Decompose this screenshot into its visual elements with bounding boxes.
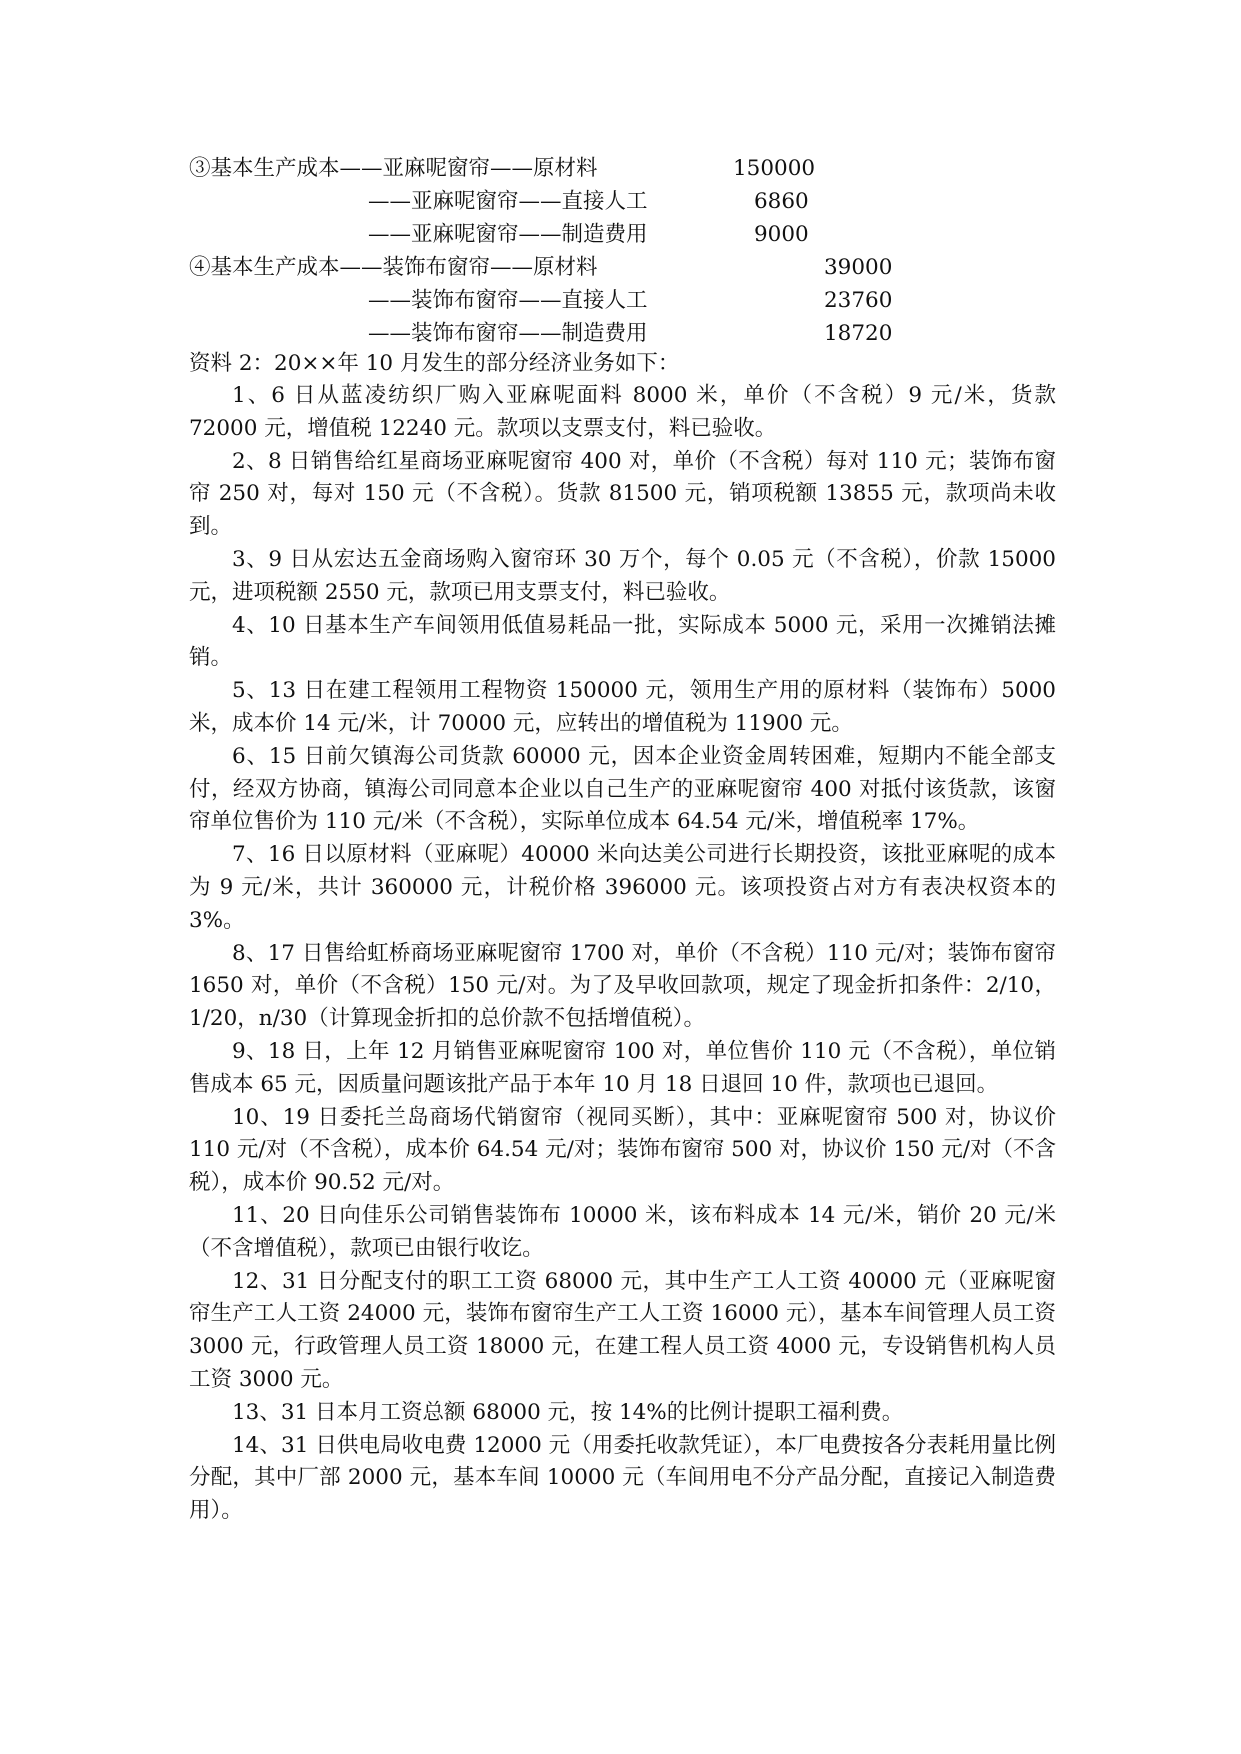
entry-amount: 150000 <box>733 156 816 181</box>
entry-account: ——亚麻呢窗帘——制造费用 <box>368 222 648 247</box>
business-item: 9、18 日，上年 12 月销售亚麻呢窗帘 100 对，单位售价 110 元（不含税），单位销售成本 65 元，因质量问题该批产品于本年 10 月 18 日退回 10 件，款项也已退回。 <box>189 1038 1056 1097</box>
business-item: 4、10 日基本生产车间领用低值易耗品一批，实际成本 5000 元，采用一次摊销法摊销。 <box>189 612 1056 671</box>
entry-account: ③基本生产成本——亚麻呢窗帘——原材料 <box>189 156 598 181</box>
business-item: 7、16 日以原材料（亚麻呢）40000 米向达美公司进行长期投资，该批亚麻呢的成本为 9 元/米，共计 360000 元，计税价格 396000 元。该项投资占对方有表决权资本的 3%。 <box>189 842 1056 933</box>
entry-amount: 23760 <box>824 288 893 313</box>
business-item: 5、13 日在建工程领用工程物资 150000 元，领用生产用的原材料（装饰布）5000 米，成本价 14 元/米，计 70000 元，应转出的增值税为 11900 元。 <box>189 678 1056 736</box>
business-item: 10、19 日委托兰岛商场代销窗帘（视同买断），其中：亚麻呢窗帘 500 对，协议价 110 元/对（不含税），成本价 64.54 元/对；装饰布窗帘 500 对，协议价 150 元/对（不含税），成本价 90.52 元/对。 <box>189 1104 1056 1196</box>
entry-account: ④基本生产成本——装饰布窗帘——原材料 <box>189 255 598 280</box>
business-item: 8、17 日售给虹桥商场亚麻呢窗帘 1700 对，单价（不含税）110 元/对；装饰布窗帘 1650 对，单价（不含税）150 元/对。为了及早收回款项，规定了现金折扣条件：2/10，1/20，n/30（计算现金折扣的总价款不包括增值税）。 <box>189 940 1056 1032</box>
entry-amount: 39000 <box>824 255 893 280</box>
business-item: 2、8 日销售给红星商场亚麻呢窗帘 400 对，单价（不含税）每对 110 元；装饰布窗帘 250 对，每对 150 元（不含税）。货款 81500 元，销项税额 13855 元，款项尚未收到。 <box>189 448 1056 540</box>
entry-amount: 6860 <box>754 189 809 214</box>
business-item: 12、31 日分配支付的职工工资 68000 元，其中生产工人工资 40000 元（亚麻呢窗帘生产工人工资 24000 元，装饰布窗帘生产工人工资 16000 元），基本车间管理人员工资 3000 元，行政管理人员工资 18000 元，在建工程人员工资 4000 元，专设销售机构人员工资 3000 元。 <box>189 1268 1056 1392</box>
business-item: 14、31 日供电局收电费 12000 元（用委托收款凭证），本厂电费按各分表耗用量比例分配，其中厂部 2000 元，基本车间 10000 元（车间用电不分产品分配，直接记入制造费用）。 <box>189 1432 1056 1524</box>
entry-amount: 9000 <box>754 222 809 247</box>
entry-account: ——亚麻呢窗帘——直接人工 <box>368 189 648 214</box>
business-item: 13、31 日本月工资总额 68000 元，按 14%的比例计提职工福利费。 <box>232 1399 904 1425</box>
business-item: 3、9 日从宏达五金商场购入窗帘环 30 万个，每个 0.05 元（不含税），价款 15000 元，进项税额 2550 元，款项已用支票支付，料已验收。 <box>189 546 1056 605</box>
entry-account: ——装饰布窗帘——直接人工 <box>368 288 648 313</box>
entry-account: ——装饰布窗帘——制造费用 <box>368 321 648 346</box>
entry-amount: 18720 <box>824 321 893 346</box>
business-item: 11、20 日向佳乐公司销售装饰布 10000 米，该布料成本 14 元/米，销价 20 元/米（不含增值税），款项已由银行收讫。 <box>189 1202 1056 1261</box>
business-items <box>189 380 1056 1528</box>
business-item: 1、6 日从蓝凌纺织厂购入亚麻呢面料 8000 米，单价（不含税）9 元/米，货款 72000 元，增值税 12240 元。款项以支票支付，料已验收。 <box>189 383 1056 441</box>
material-heading: 资料 2：20××年 10 月发生的部分经济业务如下： <box>189 351 680 376</box>
business-item: 6、15 日前欠镇海公司货款 60000 元，因本企业资金周转困难，短期内不能全部支付，经双方协商，镇海公司同意本企业以自己生产的亚麻呢窗帘 400 对抵付该货款，该窗帘单位售价为 110 元/米（不含税），实际单位成本 64.54 元/米，增值税率 17%。 <box>189 743 1056 835</box>
